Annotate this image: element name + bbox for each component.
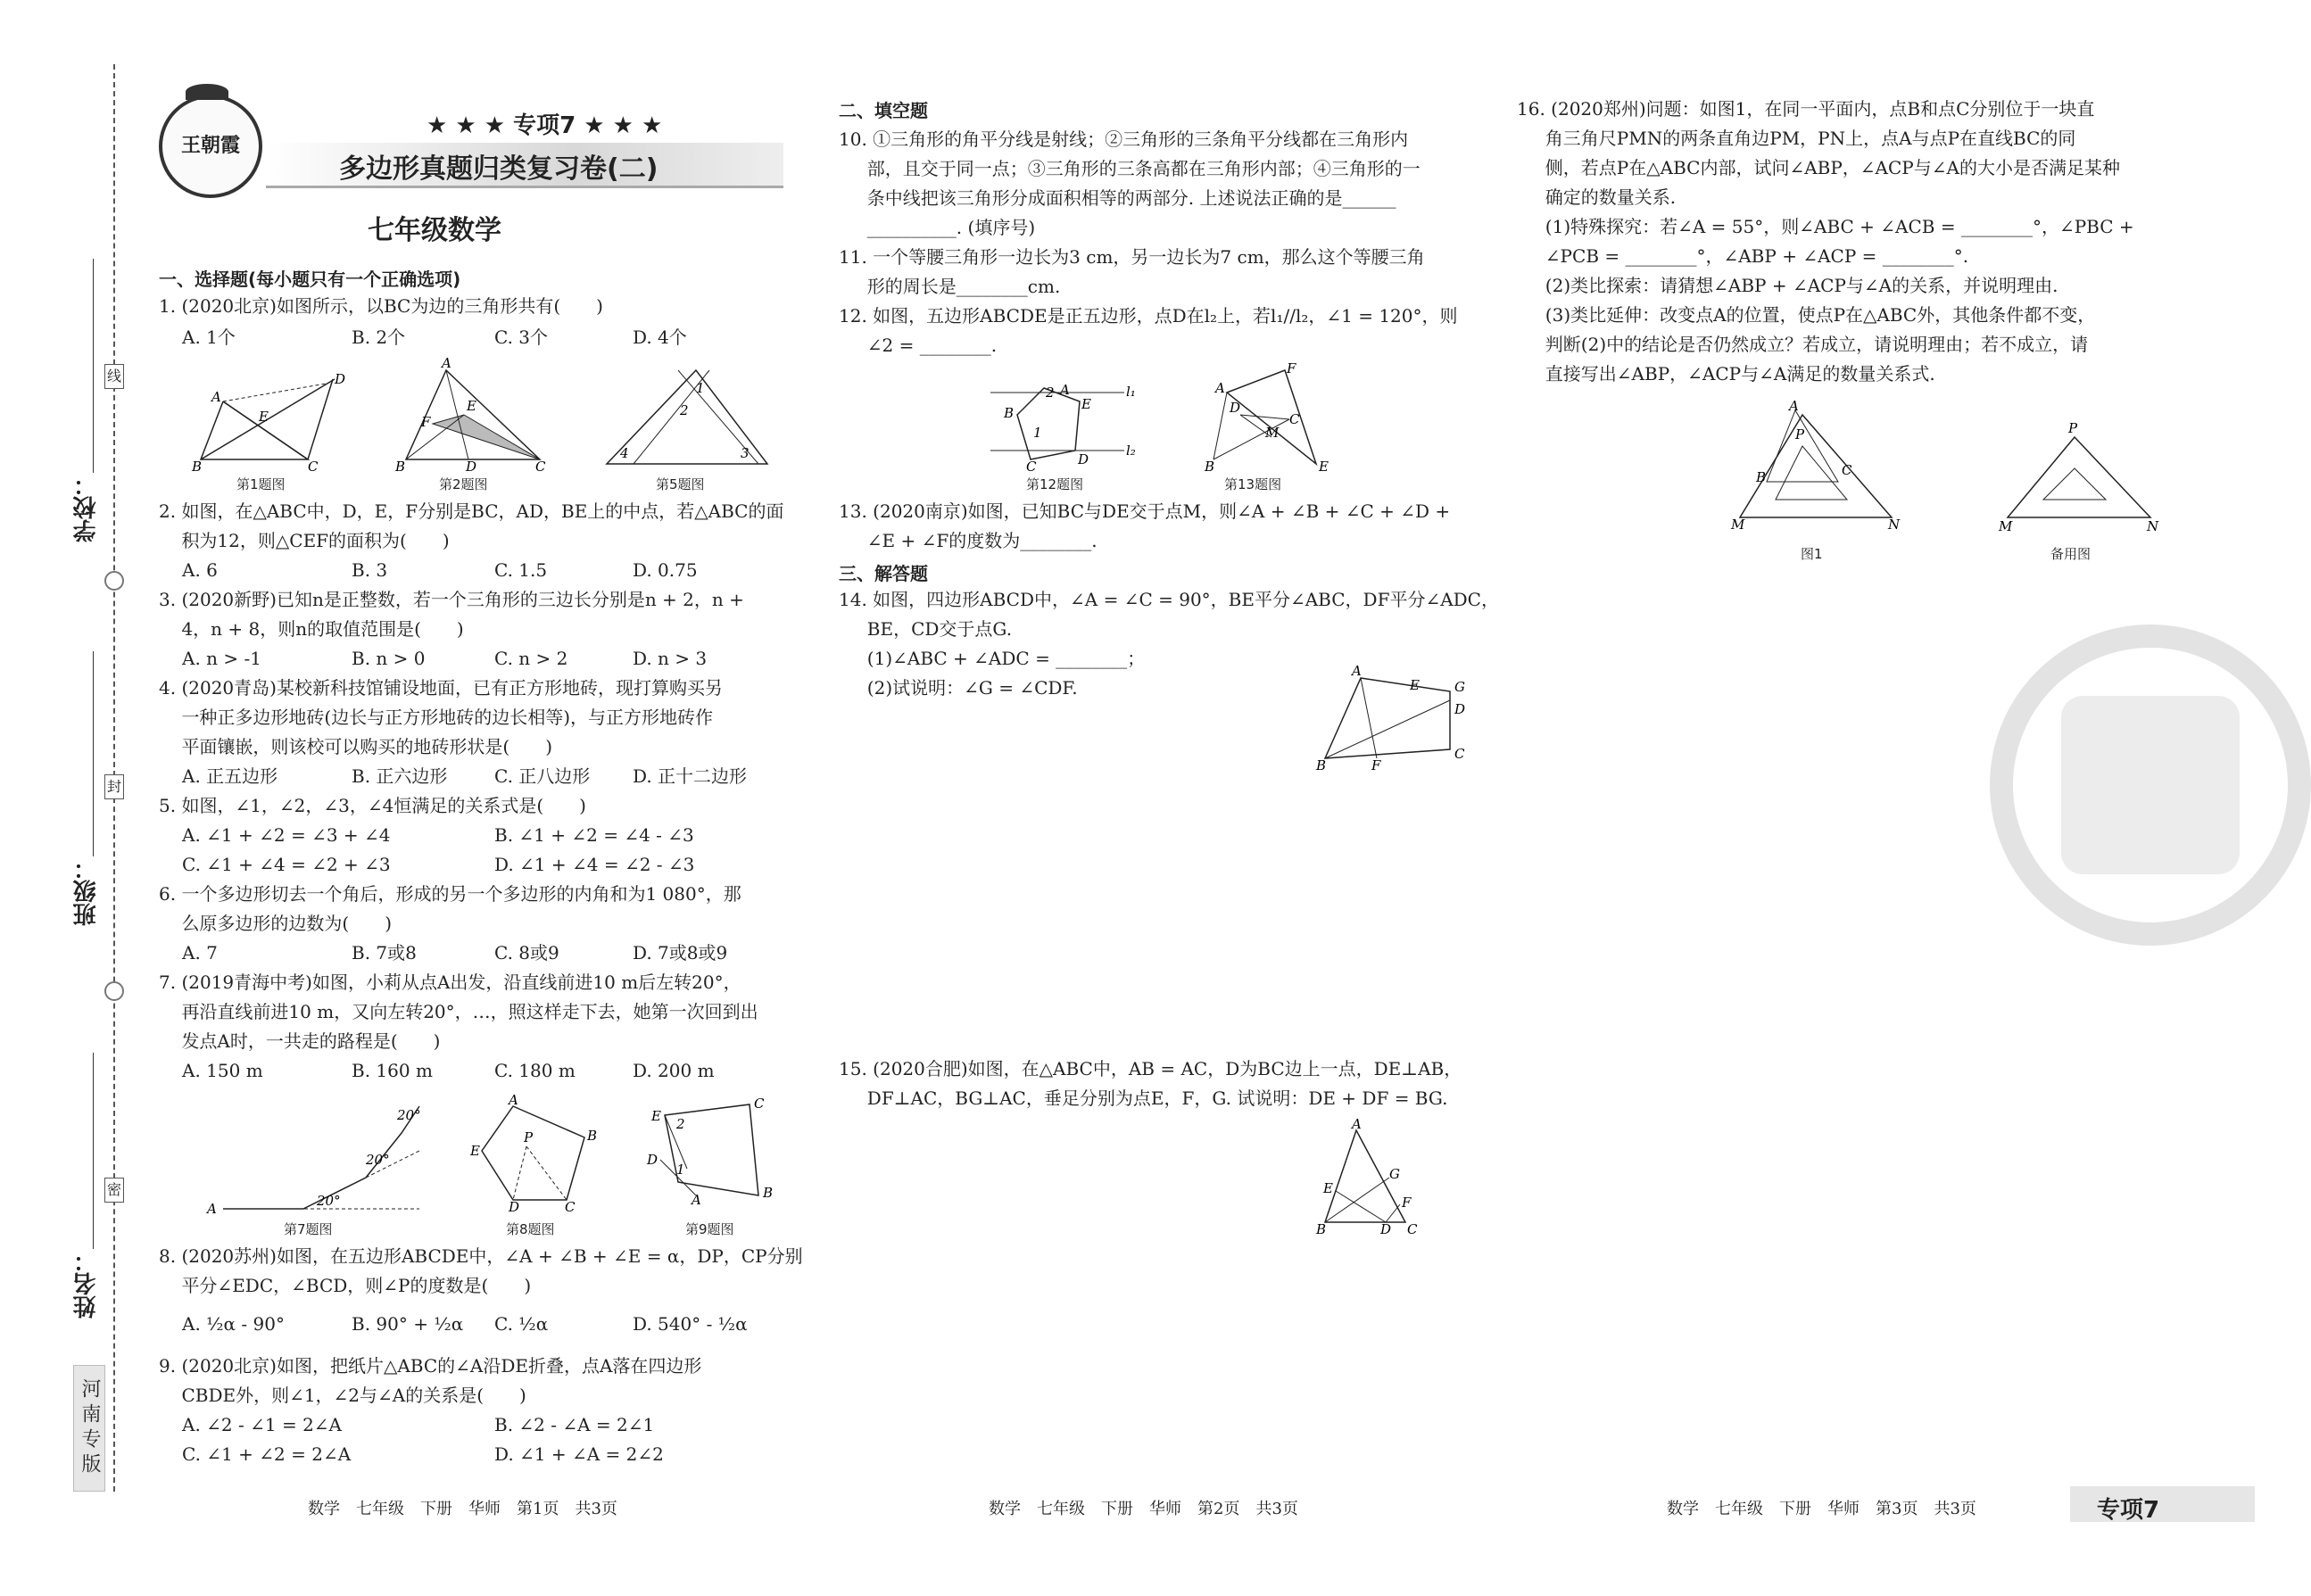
q9-options-row1	[182, 1410, 654, 1440]
svg-text:D: D	[1380, 1221, 1392, 1237]
svg-text:E: E	[1319, 459, 1329, 475]
footer-page-1: 数学 七年级 下册 华师 第1页 共3页	[308, 1500, 617, 1518]
option-b[interactable]: B. 90° + ½α	[352, 1313, 464, 1335]
option-c[interactable]: C. 3个	[494, 327, 549, 348]
option-b[interactable]: B. 160 m	[352, 1060, 433, 1081]
svg-text:C: C	[754, 1096, 765, 1112]
svg-text:C: C	[1026, 459, 1037, 475]
question-9: 9. (2020北京)如图，把纸片△ABC的∠A沿DE折叠，点A落在四边形 CBDE外，则∠1，∠2与∠A的关系是( )	[159, 1355, 702, 1406]
name-field-line[interactable]	[93, 1053, 94, 1249]
q4-options	[182, 762, 747, 791]
figure-16-backup	[1999, 420, 2168, 534]
option-b[interactable]: B. n > 0	[352, 648, 426, 669]
svg-text:B: B	[1756, 469, 1767, 485]
question-13: 13. (2020南京)如图，已知BC与DE交于点M，则∠A + ∠B + ∠C + ∠D + ∠E + ∠F的度数为________.	[839, 500, 1451, 551]
class-field-line[interactable]	[93, 651, 94, 856]
svg-text:l₂: l₂	[1126, 442, 1136, 459]
option-a[interactable]: A. ∠1 + ∠2 = ∠3 + ∠4	[182, 824, 391, 846]
binding-mark-secret: 密	[104, 1178, 124, 1203]
figure-q13	[1205, 360, 1329, 475]
svg-text:M: M	[1265, 425, 1280, 441]
svg-text:P: P	[2068, 420, 2078, 436]
svg-text:B: B	[1004, 405, 1015, 421]
option-a[interactable]: A. ½α - 90°	[182, 1313, 285, 1335]
option-a[interactable]: A. ∠2 - ∠1 = 2∠A	[182, 1414, 342, 1435]
section-choice: 一、选择题(每小题只有一个正确选项)	[159, 269, 461, 290]
svg-text:F: F	[421, 414, 431, 430]
option-a[interactable]: A. n > -1	[182, 648, 261, 669]
q5-options-row2	[182, 850, 694, 880]
class-label: 班级：	[73, 856, 100, 926]
caption-q2: 第2题图	[439, 476, 488, 492]
question-16: 16. (2020郑州)问题：如图1，在同一平面内，点B和点C分别位于一块直 角三角尺PMN的两条直角边PM，PN上，点A与点P在直线BC的同 侧，若点P在△ABC内部，试问∠ABP，∠ACP与∠A的大小是否满足某种 确定的数量关系. (1)特殊探究：若∠A = 55°，则∠ABC + ∠ACB = ________°，∠PBC + ∠PCB = ________°，∠ABP + ∠ACP = ________°. (2)类比探索：请猜想∠ABP + ∠ACP与∠A的关系，并说明理由. (3)类比延伸：改变点A的位置，使点P在△ABC外，其他条件都不变， 判断(2)中的结论是否仍然成立？若成立，请说明理由；若不成立，请 直接写出∠ABP，∠ACP与∠A满足的数量关系式.	[1517, 98, 2134, 385]
figure-q1	[192, 366, 352, 473]
caption-q12: 第12题图	[1026, 476, 1084, 492]
question-6: 6. 一个多边形切去一个角后，形成的另一个多边形的内角和为1 080°，那 么原多边形的边数为( )	[159, 883, 741, 934]
svg-text:A: A	[1352, 663, 1362, 679]
svg-text:A: A	[1060, 382, 1070, 398]
svg-text:20°: 20°	[317, 1193, 341, 1209]
svg-text:A: A	[509, 1092, 518, 1108]
section-answer: 三、解答题	[839, 563, 928, 584]
svg-text:F: F	[1371, 757, 1381, 773]
caption-q5: 第5题图	[656, 476, 705, 492]
svg-text:A: A	[1352, 1116, 1362, 1132]
svg-text:A: A	[1215, 380, 1225, 396]
footer-tag	[2070, 1486, 2255, 1522]
binding-mark-seal: 封	[104, 774, 124, 799]
hole-icon	[104, 571, 124, 591]
svg-text:N: N	[1888, 517, 1901, 533]
svg-text:D: D	[647, 1152, 659, 1168]
figure-q9	[642, 1097, 794, 1213]
q9-options-row2	[182, 1440, 664, 1469]
name-label: 姓名：	[73, 1249, 100, 1319]
option-b[interactable]: B. ∠1 + ∠2 = ∠4 - ∠3	[494, 824, 694, 846]
svg-text:D: D	[466, 459, 477, 475]
option-c[interactable]: C. ½α	[494, 1313, 549, 1335]
svg-text:B: B	[395, 459, 406, 475]
svg-text:A: A	[211, 389, 221, 405]
svg-text:E: E	[470, 1143, 480, 1159]
section-fill: 二、填空题	[839, 100, 928, 121]
figure-16-1	[1731, 398, 1901, 533]
svg-text:F: F	[1287, 360, 1296, 376]
svg-text:B: B	[587, 1128, 598, 1144]
svg-text:1: 1	[676, 1162, 685, 1178]
svg-text:D: D	[1454, 701, 1466, 717]
option-b[interactable]: B. 3	[352, 559, 388, 581]
figure-q14	[1316, 665, 1468, 772]
option-c[interactable]: C. ∠1 + ∠4 = ∠2 + ∠3	[182, 854, 391, 875]
footer-page-2: 数学 七年级 下册 华师 第2页 共3页	[989, 1500, 1298, 1518]
option-d[interactable]: D. ∠1 + ∠A = 2∠2	[494, 1443, 664, 1465]
question-2: 2. 如图，在△ABC中，D，E，F分别是BC，AD，BE上的中点，若△ABC的面 积为12，则△CEF的面积为( )	[159, 500, 784, 551]
footer-tag-text: 专项7	[2097, 1497, 2160, 1524]
svg-text:B: B	[1316, 757, 1327, 773]
q1-options	[182, 323, 687, 352]
option-c[interactable]: C. 180 m	[494, 1060, 576, 1081]
question-4: 4. (2020青岛)某校新科技馆铺设地面，已有正方形地砖，现打算购买另 一种正多边形地砖(边长与正方形地砖的边长相等)，与正方形地砖作 平面镶嵌，则该校可以购买的地砖形状是( )	[159, 677, 723, 757]
svg-text:E: E	[1081, 396, 1091, 412]
svg-text:B: B	[763, 1185, 774, 1201]
option-b[interactable]: B. ∠2 - ∠A = 2∠1	[494, 1414, 655, 1435]
svg-text:E: E	[467, 398, 476, 414]
caption-q13: 第13题图	[1224, 476, 1282, 492]
caption-16-fig1: 图1	[1801, 546, 1823, 562]
q3-options	[182, 644, 707, 674]
province-badge: 河南专版	[73, 1365, 105, 1492]
figure-q12	[990, 375, 1136, 475]
option-a[interactable]: A. 正五边形	[182, 765, 278, 787]
svg-text:N: N	[2147, 518, 2159, 534]
svg-text:1: 1	[696, 380, 705, 396]
svg-text:3: 3	[741, 445, 750, 461]
svg-text:1: 1	[1033, 425, 1042, 441]
question-8: 8. (2020苏州)如图，在五边形ABCDE中，∠A + ∠B + ∠E = α，DP，CP分别 平分∠EDC，∠BCD，则∠P的度数是( )	[159, 1245, 803, 1296]
svg-text:B: B	[1205, 459, 1215, 475]
svg-text:C: C	[1842, 462, 1852, 478]
watermark-seal-inner-icon	[2061, 696, 2240, 874]
q2-options	[182, 556, 698, 585]
svg-text:E: E	[1323, 1180, 1333, 1196]
option-d[interactable]: D. 0.75	[633, 559, 698, 581]
caption-q8: 第8题图	[506, 1221, 555, 1237]
question-10: 10. ①三角形的角平分线是射线；②三角形的三条角平分线都在三角形内 部，且交于同一点；③三角形的三条高都在三角形内部；④三角形的一 条中线把该三角形分成面积相等的两部分. 上述说法正确的是______ __________. (填序号)	[839, 128, 1421, 238]
svg-text:D: D	[335, 371, 346, 387]
option-a[interactable]: A. 7	[182, 942, 218, 963]
option-d[interactable]: D. 正十二边形	[633, 765, 748, 787]
svg-text:P: P	[1795, 426, 1805, 442]
svg-text:C: C	[1289, 411, 1300, 427]
question-7: 7. (2019青海中考)如图，小莉从点A出发，沿直线前进10 m后左转20°， 再沿直线前进10 m，又向左转20°，…，照这样走下去，她第一次回到出 发点A时，一共走的路程是( )	[159, 972, 758, 1052]
svg-text:A: A	[1789, 398, 1799, 414]
svg-text:A: A	[692, 1192, 701, 1208]
option-a[interactable]: A. 1个	[182, 327, 236, 348]
svg-text:G: G	[1389, 1166, 1400, 1182]
option-b[interactable]: B. 7或8	[352, 942, 417, 963]
caption-q9: 第9题图	[685, 1221, 734, 1237]
svg-text:G: G	[1454, 679, 1465, 695]
option-a[interactable]: A. 6	[182, 559, 218, 581]
option-c[interactable]: C. 8或9	[494, 942, 559, 963]
svg-text:C: C	[1454, 746, 1465, 762]
svg-text:D: D	[1230, 400, 1241, 416]
svg-text:20°: 20°	[366, 1152, 390, 1168]
caption-q7: 第7题图	[284, 1221, 333, 1237]
option-b[interactable]: B. 正六边形	[352, 765, 448, 787]
question-12: 12. 如图，五边形ABCDE是正五边形，点D在l₂上，若l₁//l₂，∠1 = 120°，则 ∠2 = ________.	[839, 305, 1458, 356]
svg-text:2: 2	[680, 402, 689, 418]
figure-q7	[205, 1102, 428, 1218]
svg-text:C: C	[1407, 1221, 1418, 1237]
svg-text:2: 2	[676, 1116, 685, 1132]
question-3: 3. (2020新野)已知n是正整数，若一个三角形的三边长分别是n + 2，n + 4，n + 8，则n的取值范围是( )	[159, 589, 744, 640]
option-c[interactable]: C. ∠1 + ∠2 = 2∠A	[182, 1443, 352, 1465]
option-c[interactable]: C. 1.5	[494, 559, 548, 581]
binding-mark-line: 线	[104, 364, 124, 389]
figure-q15	[1316, 1116, 1432, 1237]
q7-options	[182, 1056, 715, 1086]
option-c[interactable]: C. 正八边形	[494, 765, 591, 787]
caption-16-backup: 备用图	[2050, 546, 2091, 562]
question-1: 1. (2020北京)如图所示，以BC为边的三角形共有( )	[159, 295, 603, 317]
option-d[interactable]: D. n > 3	[633, 648, 708, 669]
figure-q8	[468, 1092, 602, 1215]
svg-text:C: C	[565, 1199, 576, 1215]
figure-q5	[598, 361, 776, 473]
q8-options	[182, 1310, 748, 1339]
svg-text:M: M	[1999, 518, 2013, 534]
svg-text:E: E	[651, 1108, 661, 1124]
svg-text:E: E	[259, 409, 269, 425]
figure-q2	[393, 357, 553, 473]
option-d[interactable]: D. 200 m	[633, 1060, 715, 1081]
option-a[interactable]: A. 150 m	[182, 1060, 263, 1081]
svg-text:B: B	[192, 459, 203, 475]
option-d[interactable]: D. ∠1 + ∠4 = ∠2 - ∠3	[494, 854, 695, 875]
svg-text:20°: 20°	[397, 1107, 421, 1123]
svg-text:A: A	[442, 355, 451, 371]
option-b[interactable]: B. 2个	[352, 327, 406, 348]
svg-text:2: 2	[1046, 385, 1055, 401]
svg-text:C: C	[535, 459, 546, 475]
option-d[interactable]: D. 540° - ½α	[633, 1313, 748, 1335]
series-label: ★ ★ ★ 专项7 ★ ★ ★	[427, 112, 663, 139]
option-d[interactable]: D. 7或8或9	[633, 942, 728, 963]
school-field-line[interactable]	[93, 259, 94, 473]
school-label: 学校：	[73, 473, 100, 542]
svg-text:4: 4	[620, 445, 629, 461]
page-title: 多边形真题归类复习卷(二)	[339, 153, 659, 185]
caption-q1: 第1题图	[236, 476, 286, 492]
svg-text:A: A	[207, 1201, 217, 1217]
hole-icon	[104, 981, 124, 1001]
svg-text:B: B	[1316, 1221, 1327, 1237]
question-14: 14. 如图，四边形ABCD中，∠A = ∠C = 90°，BE平分∠ABC，DF平分∠ADC， BE，CD交于点G. (1)∠ABC + ∠ADC = ________； (2)试说明：∠G = ∠CDF.	[839, 589, 1499, 699]
svg-text:l₁: l₁	[1126, 384, 1136, 400]
svg-text:D: D	[509, 1199, 520, 1215]
question-5: 5. 如图，∠1，∠2，∠3，∠4恒满足的关系式是( )	[159, 795, 586, 816]
brand-logo-text: 王朝霞	[180, 134, 240, 157]
svg-text:E: E	[1410, 677, 1420, 693]
svg-text:C: C	[308, 459, 319, 475]
option-c[interactable]: C. n > 2	[494, 648, 568, 669]
brand-logo	[159, 95, 262, 198]
question-15: 15. (2020合肥)如图，在△ABC中，AB = AC，D为BC边上一点，DE⊥AB， DF⊥AC，BG⊥AC，垂足分别为点E，F，G. 试说明：DE + DF = BG.	[839, 1058, 1462, 1109]
footer-page-3: 数学 七年级 下册 华师 第3页 共3页	[1667, 1500, 1976, 1518]
svg-text:D: D	[1078, 451, 1089, 467]
svg-text:M: M	[1731, 517, 1745, 533]
q5-options-row1	[182, 821, 694, 850]
svg-text:P: P	[524, 1129, 534, 1145]
option-d[interactable]: D. 4个	[633, 327, 687, 348]
subject-title: 七年级数学	[368, 215, 501, 246]
svg-text:F: F	[1402, 1195, 1412, 1211]
question-11: 11. 一个等腰三角形一边长为3 cm，另一边长为7 cm，那么这个等腰三角 形的周长是________cm.	[839, 246, 1425, 297]
q6-options	[182, 939, 727, 968]
crown-icon	[186, 84, 228, 100]
